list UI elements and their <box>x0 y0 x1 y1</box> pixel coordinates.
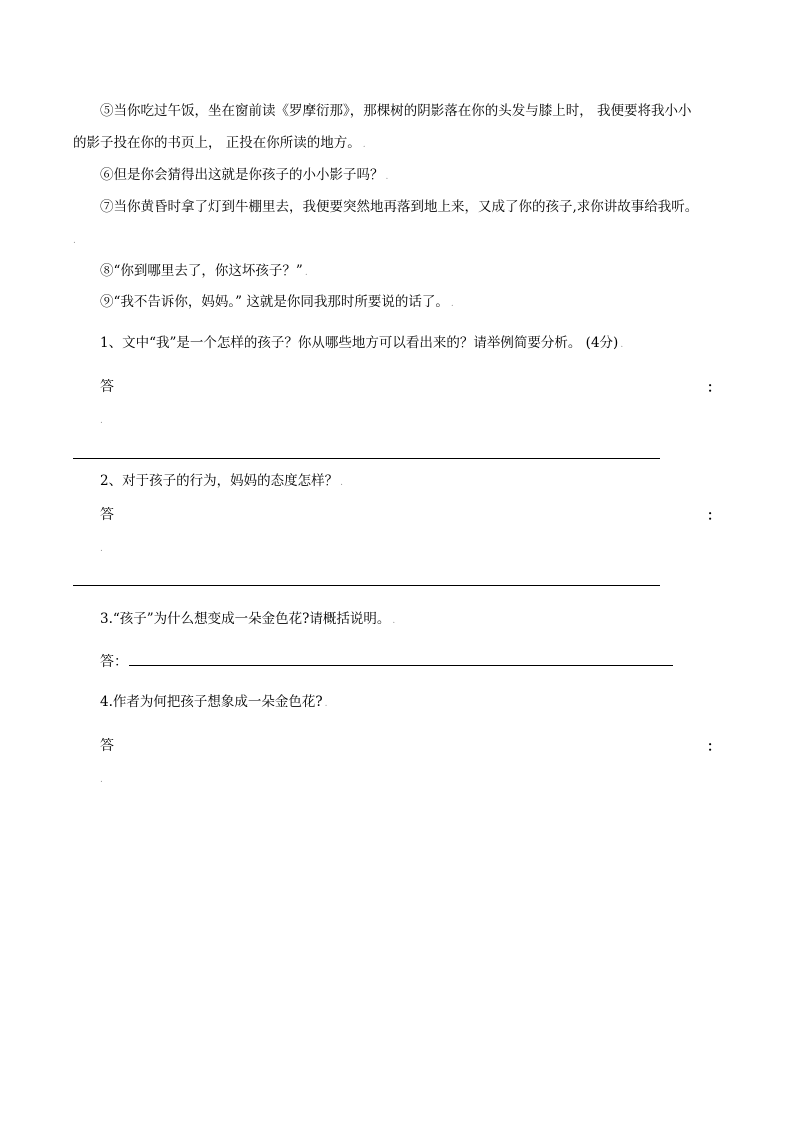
passage-paragraph-5-line-2 <box>73 134 366 154</box>
question-4 <box>100 693 328 713</box>
paragraph-mark: . <box>620 340 624 350</box>
question-text: 3.“孩子”为什么想变成一朵金色花?请概括说明。 <box>100 611 391 627</box>
paragraph-mark: . <box>100 544 103 554</box>
answer-label-4: 答 <box>100 738 114 754</box>
paragraph-mark: . <box>100 416 103 426</box>
paragraph-mark: . <box>100 775 103 785</box>
passage-paragraph-5-line-1 <box>100 102 692 120</box>
passage-text: ⑦当你黄昏时拿了灯到牛棚里去，我便要突然地再落到地上来，又成了你的孩子,求你讲故事给我听。 <box>100 199 699 215</box>
answer-line-3[interactable] <box>129 665 673 666</box>
answer-colon-4: ： <box>707 739 721 755</box>
question-text: 2、对于孩子的行为，妈妈的态度怎样？ <box>100 473 339 489</box>
answer-line-2[interactable] <box>73 585 660 586</box>
question-text: 1、文中“我”是一个怎样的孩子？你从哪些地方可以看出来的？请举例简要分析。 (4分) <box>100 335 619 351</box>
answer-line-1[interactable] <box>73 458 660 459</box>
passage-text: 的影子投在你的书页上， 正投在你所读的地方。 <box>73 135 361 151</box>
paragraph-mark: . <box>385 172 389 182</box>
passage-text: ⑨“我不告诉你，妈妈。” 这就是你同我那时所要说的话了。 <box>100 294 449 310</box>
passage-paragraph-8 <box>100 262 308 282</box>
paragraph-mark: . <box>450 299 454 309</box>
question-2 <box>100 472 343 492</box>
question-1 <box>100 334 623 354</box>
answer-label-2: 答 <box>100 507 114 523</box>
passage-paragraph-7 <box>100 198 698 216</box>
passage-paragraph-6 <box>100 166 388 186</box>
passage-paragraph-9 <box>100 293 454 313</box>
paragraph-mark: . <box>362 140 366 150</box>
passage-text: ⑤当你吃过午饭，坐在窗前读《罗摩衍那》，那棵树的阴影落在你的头发与膝上时， 我便要将我小小 <box>100 103 692 119</box>
question-3 <box>100 610 395 630</box>
paragraph-mark: . <box>324 699 328 709</box>
answer-label-1: 答 <box>100 379 114 395</box>
passage-text: ⑥但是你会猜得出这就是你孩子的小小影子吗？ <box>100 167 384 183</box>
paragraph-mark: . <box>73 236 76 246</box>
paragraph-mark: . <box>304 268 308 278</box>
question-text: 4.作者为何把孩子想象成一朵金色花? <box>100 694 323 710</box>
answer-label-3: 答： <box>100 654 128 670</box>
answer-colon-1: ： <box>707 380 721 396</box>
paragraph-mark: . <box>392 616 396 626</box>
paragraph-mark: . <box>340 478 343 488</box>
answer-colon-2: ： <box>707 508 721 524</box>
passage-text: ⑧“你到哪里去了，你这坏孩子？” <box>100 263 303 279</box>
